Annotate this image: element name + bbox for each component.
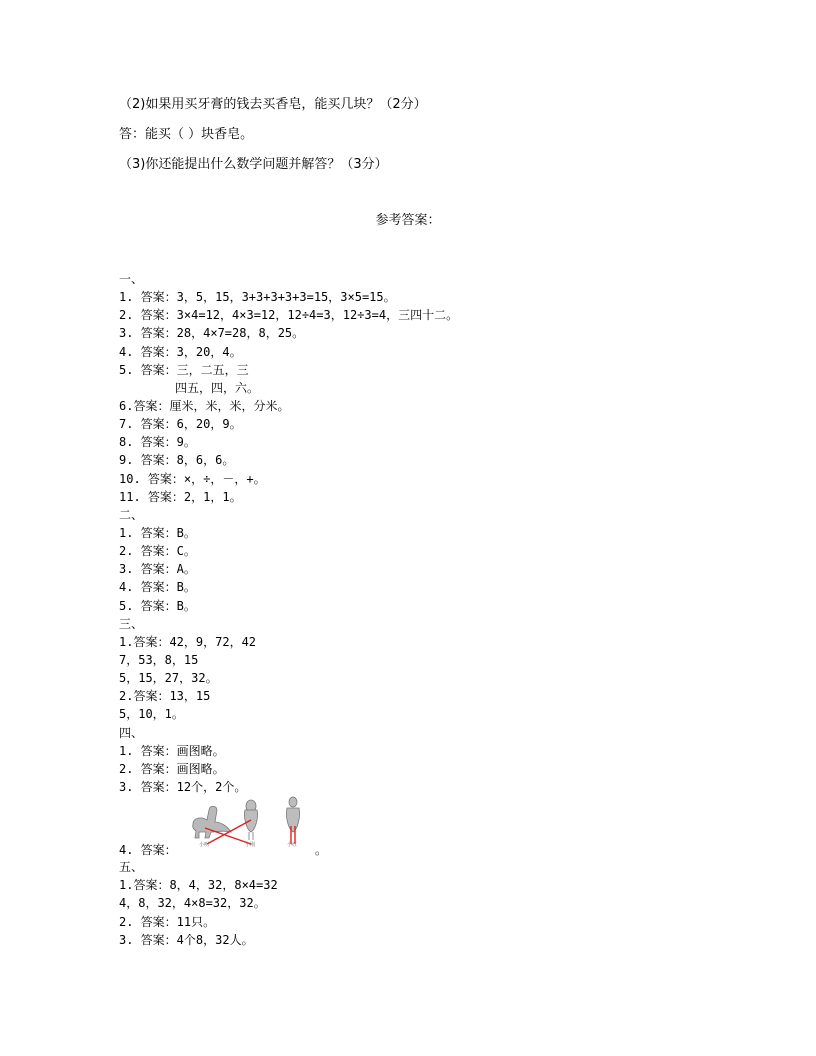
figure-label: 小明 [199,842,210,849]
answer-list [119,270,458,949]
answer-line: 1. 答案：3，5，15，3+3+3+3+3=15，3×5=15。 [119,290,396,305]
answer-line: 1. 答案：画图略。 [119,743,225,758]
answer-line: 5，15，27，32。 [119,671,218,686]
answer-line: 2.答案：13，15 [119,689,211,704]
answer-line: 1. 答案：B。 [119,525,196,540]
answer-line: 2. 答案：C。 [119,544,196,559]
dinosaur-icon [193,806,231,838]
answer-line: 5. 答案：B。 [119,598,196,613]
figure-label: 小刚 [245,842,256,849]
answer-line: 2. 答案：3×4=12，4×3=12，12÷4=3，12÷3=4，三四十二。 [119,308,459,323]
section-heading: 二、 [119,507,144,522]
figure-tail-punct: 。 [315,843,328,858]
matching-figure [187,796,327,848]
answer-line: 7，53，8，15 [119,652,199,667]
question-3: （3)你还能提出什么数学问题并解答？（3分） [119,157,388,172]
answer-line: 3. 答案：12个，2个。 [119,779,247,794]
section-heading: 一、 [119,272,144,286]
answer-line: 2. 答案：11只。 [119,914,216,929]
answer-line: 11. 答案：2，1，1。 [119,489,242,504]
answer-line: 3. 答案：4个8，32人。 [119,932,254,947]
answer-line-label: 4. 答案： [119,843,177,858]
answer-key-title: 参考答案： [375,213,441,228]
answer-line: 6.答案：厘米，米，米，分米。 [119,398,290,413]
figure-label: 小红 [287,842,298,849]
section-heading: 四、 [119,725,144,740]
answer-line: 8. 答案：9。 [119,435,196,450]
answer-line: 7. 答案：6，20，9。 [119,417,242,432]
answer-line: 1.答案：8，4，32，8×4=32 [119,878,278,893]
answer-line: 5，10，1。 [119,707,184,722]
answer-line: 3. 答案：28，4×7=28，8，25。 [119,326,305,341]
answer-line: 4. 答案：B。 [119,580,196,595]
answer-line: 5. 答案：三，二五，三 [119,362,249,377]
answer-line: 1.答案：42，9，72，42 [119,634,257,649]
bird-icon [286,797,299,832]
answer-line: 3. 答案：A。 [119,562,196,577]
answer-line: 4，8，32，4×8=32，32。 [119,896,266,911]
answer-line: 10. 答案：×，÷，－，+。 [119,471,266,486]
answer-line: 9. 答案：8，6，6。 [119,453,235,468]
answer-line-continued: 四五，四，六。 [175,380,260,395]
answer-line: 4. 答案：3，20，4。 [119,344,242,359]
answer-line-with-figure [119,796,458,858]
question-2: （2)如果用买牙膏的钱去买香皂，能买几块？（2分） [119,97,427,112]
section-heading: 五、 [119,860,144,875]
section-heading: 三、 [119,616,144,631]
matching-figure-svg [187,796,327,848]
question-2-answer: 答：能买（ ）块香皂。 [119,127,254,142]
answer-line: 2. 答案：画图略。 [119,761,225,776]
